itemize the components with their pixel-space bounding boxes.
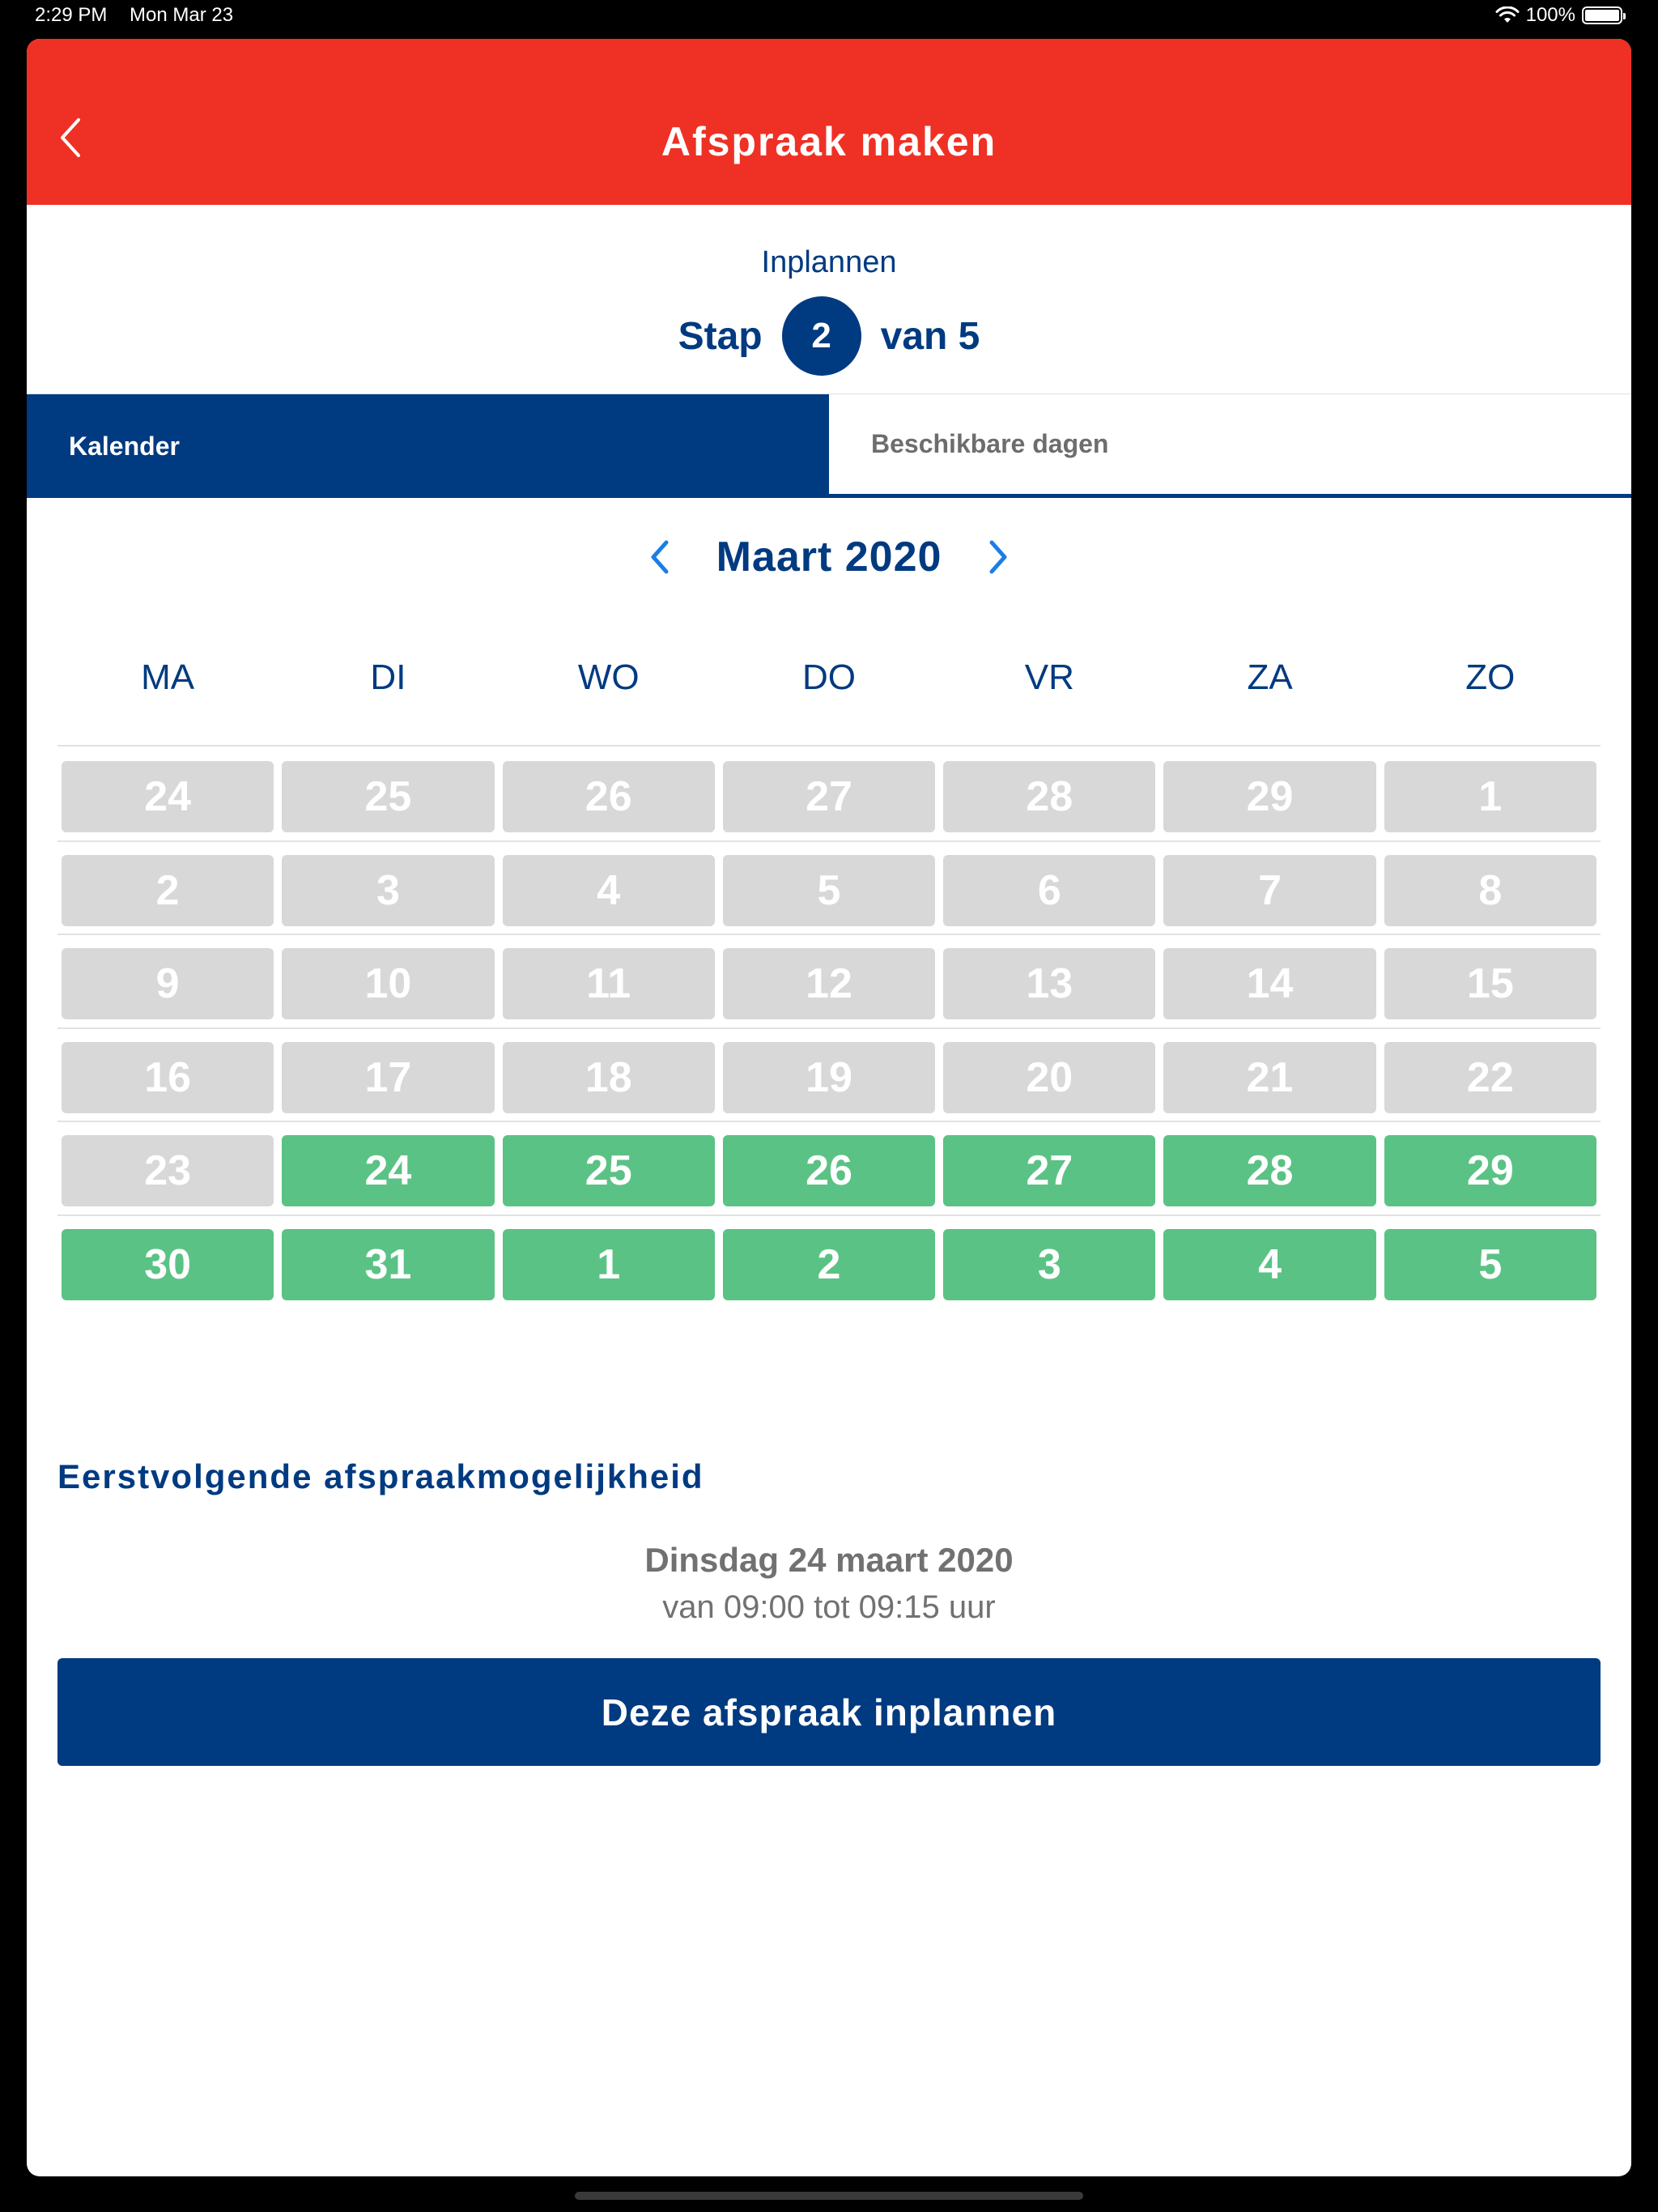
status-right	[1495, 4, 1622, 27]
calendar-day-unavailable: 13	[943, 948, 1155, 1019]
calendar-day-available[interactable]: 25	[503, 1135, 715, 1206]
battery-percent: 100%	[1525, 4, 1575, 26]
calendar-day-unavailable: 16	[62, 1042, 274, 1113]
step-prefix: Stap	[678, 314, 763, 358]
tab-bar	[27, 393, 1631, 499]
weekday-label: ZO	[1465, 657, 1516, 697]
wifi-icon	[1495, 6, 1520, 24]
next-month-icon[interactable]	[982, 533, 1014, 581]
weekday-label: DO	[801, 657, 856, 697]
next-appointment-date: Dinsdag 24 maart 2020	[644, 1541, 1014, 1579]
calendar-day-available[interactable]: 4	[1163, 1229, 1375, 1300]
calendar-day-unavailable: 9	[62, 948, 274, 1019]
status-time: 2:29 PM	[35, 4, 108, 26]
calendar-day-unavailable: 23	[62, 1135, 274, 1206]
page-title: Afspraak maken	[661, 119, 997, 164]
calendar-day-unavailable: 1	[1384, 761, 1596, 832]
calendar-day-unavailable: 6	[943, 855, 1155, 926]
calendar-day-unavailable: 2	[62, 855, 274, 926]
weekday-label: VR	[1024, 657, 1074, 697]
weekday-label: WO	[577, 657, 640, 697]
calendar-day-unavailable: 5	[723, 855, 935, 926]
month-navigation	[27, 533, 1631, 581]
tab-beschikbare-dagen[interactable]: Beschikbare dagen	[829, 394, 1631, 498]
calendar-week-row	[57, 1122, 1601, 1216]
calendar-day-unavailable: 18	[503, 1042, 715, 1113]
weekday-label: DI	[370, 657, 406, 697]
calendar-day-available[interactable]: 3	[943, 1229, 1155, 1300]
calendar-day-unavailable: 10	[282, 948, 494, 1019]
calendar-day-unavailable: 28	[943, 761, 1155, 832]
calendar-day-available[interactable]: 30	[62, 1229, 274, 1300]
calendar-day-unavailable: 27	[723, 761, 935, 832]
calendar-day-available[interactable]: 28	[1163, 1135, 1375, 1206]
weekday-header	[57, 657, 1601, 747]
calendar-day-unavailable: 20	[943, 1042, 1155, 1113]
calendar-day-available[interactable]: 1	[503, 1229, 715, 1300]
calendar-week-row	[57, 935, 1601, 1029]
next-appointment-time: van 09:00 tot 09:15 uur	[662, 1589, 996, 1625]
status-bar	[0, 0, 1658, 36]
step-suffix: van 5	[880, 314, 980, 358]
calendar-day-unavailable: 29	[1163, 761, 1375, 832]
calendar-week-row	[57, 1029, 1601, 1123]
calendar-day-unavailable: 21	[1163, 1042, 1375, 1113]
calendar-day-unavailable: 3	[282, 855, 494, 926]
calendar-day-available[interactable]: 24	[282, 1135, 494, 1206]
calendar-day-unavailable: 11	[503, 948, 715, 1019]
status-date: Mon Mar 23	[130, 4, 234, 26]
weekday-label: MA	[141, 657, 195, 697]
calendar-day-unavailable: 17	[282, 1042, 494, 1113]
month-title: Maart 2020	[716, 534, 942, 581]
schedule-appointment-button[interactable]: Deze afspraak inplannen	[57, 1658, 1601, 1766]
calendar-day-available[interactable]: 5	[1384, 1229, 1596, 1300]
calendar-day-unavailable: 12	[723, 948, 935, 1019]
calendar-day-unavailable: 22	[1384, 1042, 1596, 1113]
calendar-day-available[interactable]: 26	[723, 1135, 935, 1206]
calendar-day-available[interactable]: 27	[943, 1135, 1155, 1206]
calendar-day-unavailable: 14	[1163, 948, 1375, 1019]
calendar-day-unavailable: 15	[1384, 948, 1596, 1019]
next-appointment-heading: Eerstvolgende afspraakmogelijkheid	[57, 1457, 704, 1495]
tab-kalender[interactable]: Kalender	[27, 394, 829, 498]
calendar-day-unavailable: 7	[1163, 855, 1375, 926]
calendar-day-unavailable: 24	[62, 761, 274, 832]
nav-bar	[27, 39, 1631, 205]
calendar-day-available[interactable]: 2	[723, 1229, 935, 1300]
battery-icon	[1582, 6, 1622, 24]
weekday-label: ZA	[1247, 657, 1293, 697]
calendar-grid	[57, 748, 1601, 1309]
previous-month-icon[interactable]	[644, 533, 676, 581]
calendar-day-available[interactable]: 31	[282, 1229, 494, 1300]
app-sheet	[27, 39, 1631, 2176]
calendar-day-unavailable: 4	[503, 855, 715, 926]
home-indicator	[575, 2192, 1083, 2200]
calendar-week-row	[57, 748, 1601, 842]
step-label: Inplannen	[761, 245, 897, 279]
calendar-week-row	[57, 842, 1601, 936]
calendar-week-row	[57, 1216, 1601, 1310]
calendar-day-unavailable: 19	[723, 1042, 935, 1113]
calendar-day-unavailable: 8	[1384, 855, 1596, 926]
calendar-day-unavailable: 25	[282, 761, 494, 832]
step-number-badge: 2	[782, 296, 861, 376]
step-indicator	[27, 296, 1631, 376]
calendar-day-available[interactable]: 29	[1384, 1135, 1596, 1206]
calendar-day-unavailable: 26	[503, 761, 715, 832]
